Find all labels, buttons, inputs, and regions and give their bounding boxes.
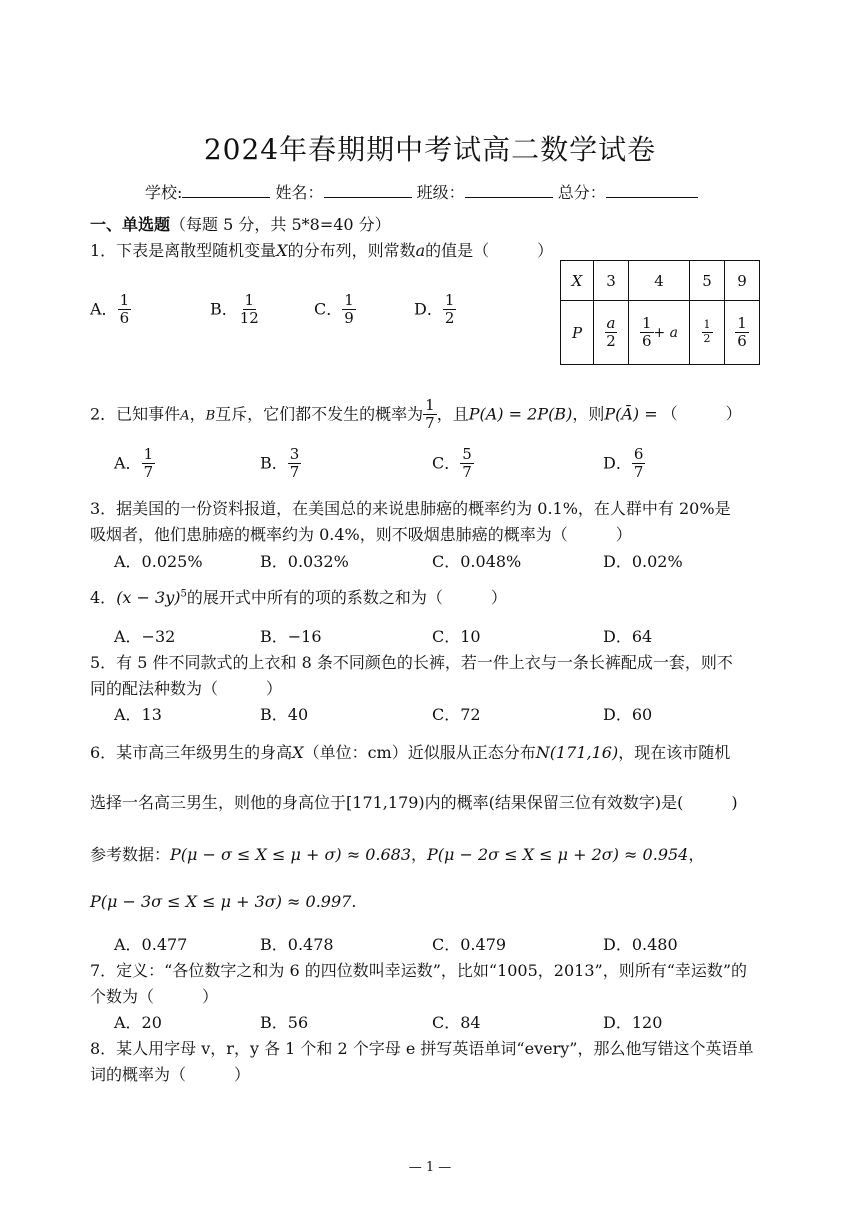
q7-option-d[interactable]: D．120 [603,1013,663,1032]
q7-option-c[interactable]: C．84 [432,1013,481,1032]
question-4-stem: 4．$(x - 3y)^5$的展开式中所有的项的系数之和为（ ） [90,588,507,607]
q6-option-d[interactable]: D．0.480 [603,935,678,954]
page-number: — 1 — [408,1160,452,1175]
question-8-line1: 8．某人用字母 v，r，y 各 1 个和 2 个字母 e 拼写英语单词“every”，那么他写错这个英语单 [90,1039,754,1058]
student-info-line [145,180,698,203]
question-6-reference-2: P(μ − 3σ ≤ X ≤ μ + 3σ) ≈ 0.997. [90,892,357,911]
question-8-line2: 词的概率为（ ） [90,1065,251,1084]
q5-option-a[interactable]: A．13 [114,705,162,724]
table-row-values [561,261,760,301]
q6-option-c[interactable]: C．0.479 [432,935,507,954]
section-header [90,212,391,235]
question-7-line1: 7．定义：“各位数字之和为 6 的四位数叫幸运数”，比如“1005，2013”，则所有“幸运数”的 [90,961,748,980]
q4-option-a[interactable]: A．−32 [114,627,176,646]
q5-option-c[interactable]: C．72 [432,705,481,724]
q5-option-b[interactable]: B．40 [260,705,309,724]
class-blank[interactable] [465,183,553,198]
q5-option-d[interactable]: D．60 [603,705,653,724]
table-cell: $\frac{1}{6}$ [725,301,760,365]
q1-option-d[interactable]: D． $\frac{1}{2}$ [414,291,455,328]
table-cell: X [561,261,594,301]
q4-option-b[interactable]: B．−16 [260,627,322,646]
q3-option-c[interactable]: C．0.048% [432,552,522,571]
q2-option-a[interactable]: A． $\frac{1}{7}$ [114,445,154,482]
question-6-line2: 选择一名高三男生，则他的身高位于[171,179)内的概率(结果保留三位有效数字)是( ) [90,793,738,812]
q3-option-a[interactable]: A．0.025% [114,552,203,571]
q2-option-b[interactable]: B． $\frac{3}{7}$ [260,445,300,482]
distribution-table [560,260,760,365]
q4-option-d[interactable]: D．64 [603,627,653,646]
question-2-stem: 2．已知事件A，B互斥，它们都不发生的概率为 $\frac{1}{7}$ ，且P(A) = 2P(B)，则P(Ā) = （ ） [90,396,742,433]
question-3-line2: 吸烟者，他们患肺癌的概率约为 0.4%，则不吸烟患肺癌的概率为（ ） [90,525,632,544]
q1-option-c[interactable]: C． $\frac{1}{9}$ [314,291,354,328]
question-7-line2: 个数为（ ） [90,987,219,1006]
question-6-line1: 6．某市高三年级男生的身高X（单位：cm）近似服从正态分布N(171,16)，现在该市随机 [90,743,731,762]
q7-option-b[interactable]: B．56 [260,1013,309,1032]
name-blank[interactable] [324,183,412,198]
score-blank[interactable] [606,183,698,198]
question-6-reference: 参考数据：P(μ − σ ≤ X ≤ μ + σ) ≈ 0.683，P(μ − 2σ ≤ X ≤ μ + 2σ) ≈ 0.954， [90,845,705,864]
table-cell: $\frac{1}{2}$ [690,301,725,365]
table-cell: 3 [594,261,629,301]
q3-option-d[interactable]: D．0.02% [603,552,683,571]
section-heading: 一、单选题 [90,215,171,234]
q1-option-b[interactable]: B． $\frac{1}{12}$ [210,291,259,328]
q2-option-c[interactable]: C． $\frac{5}{7}$ [432,445,472,482]
question-5-line2: 同的配法种数为（ ） [90,679,283,698]
score-label: 总分： [557,183,606,202]
q6-option-a[interactable]: A．0.477 [114,935,188,954]
section-note: （每题 5 分，共 5*8=40 分） [170,215,391,234]
q4-option-c[interactable]: C．10 [432,627,481,646]
question-3-line1: 3．据美国的一份资料报道，在美国总的来说患肺癌的概率约为 0.1%，在人群中有 20%是 [90,499,731,518]
table-cell: P [561,301,594,365]
q2-option-d[interactable]: D． $\frac{6}{7}$ [603,445,644,482]
table-cell: $\frac{a}{2}$ [594,301,629,365]
q6-option-b[interactable]: B．0.478 [260,935,334,954]
table-cell: $\frac{1}{6}$ + a [629,301,690,365]
class-label: 班级： [416,183,465,202]
table-cell: 9 [725,261,760,301]
q7-option-a[interactable]: A．20 [114,1013,162,1032]
q3-option-b[interactable]: B．0.032% [260,552,349,571]
table-cell: 5 [690,261,725,301]
page-title: 2024年春期期中考试高二数学试卷 [203,133,657,166]
table-cell: 4 [629,261,690,301]
school-label: 学校: [145,183,183,202]
question-5-line1: 5．有 5 件不同款式的上衣和 8 条不同颜色的长裤，若一件上衣与一条长裤配成一套，则不 [90,653,733,672]
name-label: 姓名： [275,183,324,202]
question-1-stem: 1．下表是离散型随机变量X的分布列，则常数a的值是（ ） [90,241,554,260]
q1-option-a[interactable]: A． $\frac{1}{6}$ [90,291,130,328]
school-blank[interactable] [182,183,270,198]
table-row-prob [561,301,760,365]
